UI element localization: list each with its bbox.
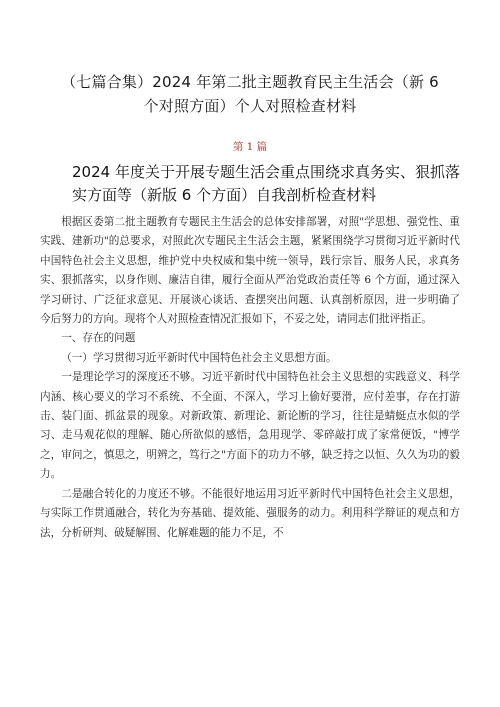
document-title-line-1: （七篇合集）2024 年第二批主题教育民主生活会（新 6 xyxy=(61,73,439,91)
article-title xyxy=(40,161,460,207)
subsection-heading-study: （一）学习贯彻习近平新时代中国特色社会主义思想方面。 xyxy=(61,351,337,364)
document-title xyxy=(40,70,460,118)
paragraph-integration: 二是融合转化的力度还不够。不能很好地运用习近平新时代中国特色社会主义思想，与实际工作贯通融合，转化为夯基础、提效能、强服务的动力。利用科学辩证的观点和方法，分析研判、破疑解围、化解难题的能力不足，不 xyxy=(40,487,460,539)
article-title-line-1: 2024 年度关于开展专题生活会重点围绕求真务实、狠抓落 xyxy=(72,163,460,181)
intro-paragraph: 根据区委第二批主题教育专题民主生活会的总体安排部署，对照"学思想、强党性、重实践、建新功"的总要求，对照此次专题民主生活会主题，紧紧围绕学习贯彻习近平新时代中国特色社会主义思想，维护党中央权威和集中统一领导，践行宗旨、服务人民，求真务实、狠抓落实，以身作则、廉洁自律，履行全面从严治党政治责任等 6 个方面，通过深入学习研讨、广泛征求意见、开展谈心谈话、查摆突出问题、认真剖析原因，进一步明确了今后努力的方向。现将个人对照检查情况汇报如下，不妥之处，请同志们批评指正。 xyxy=(40,216,460,326)
article-title-line-2: 实方面等（新版 6 个方面）自我剖析检查材料 xyxy=(72,186,377,204)
paragraph-theory-depth: 一是理论学习的深度还不够。习近平新时代中国特色社会主义思想的实践意义、科学内涵、核心要义的学习不系统、不全面、不深入，学习上偷好要滑，应付差事，存在打游击、装门面、抓盆景的现象。对新政策、新理论、新论断的学习，往往是蜻蜓点水似的学习、走马观花似的理解、随心所欲似的感悟，急用现学、零碎敲打成了家常便饭，"博学之，审问之，慎思之，明辨之，笃行之"方面下的功力不够，缺乏持之以恒、久久为功的毅力。 xyxy=(40,371,460,481)
chapter-label: 第 1 篇 xyxy=(232,141,268,153)
document-title-line-2: 个对照方面）个人对照检查材料 xyxy=(143,97,357,115)
section-heading-problems: 一、存在的问题 xyxy=(61,332,136,345)
document-body xyxy=(40,213,460,543)
